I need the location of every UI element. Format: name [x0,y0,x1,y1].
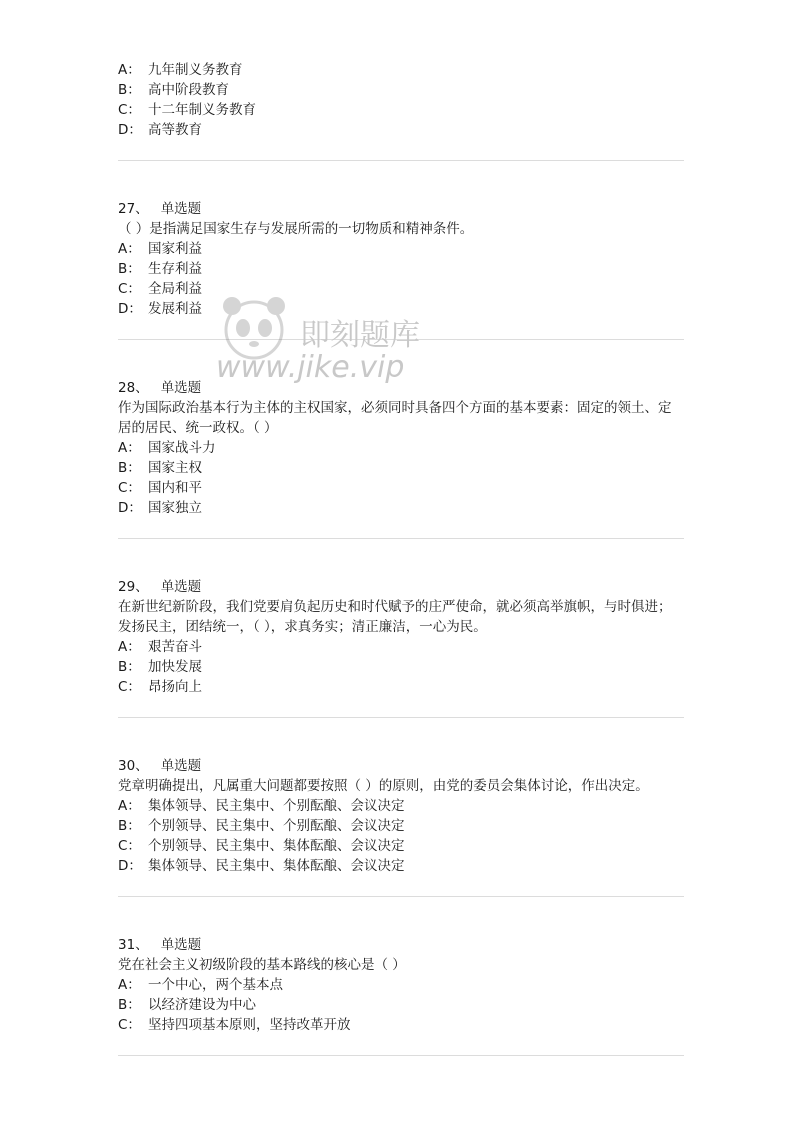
option-a: A： 国家战斗力 [118,440,216,456]
question-header: 31、 单选题 [118,937,202,953]
option-c: C： 全局利益 [118,281,202,297]
option-a: A： 一个中心，两个基本点 [118,977,283,993]
question-30 [118,756,684,876]
question-header: 30、 单选题 [118,758,202,774]
option: B： 高中阶段教育 [118,82,229,98]
option-a: A： 艰苦奋斗 [118,639,202,655]
question-header: 28、 单选题 [118,380,202,396]
option-b: B： 国家主权 [118,460,202,476]
question-stem: 党在社会主义初级阶段的基本路线的核心是（ ） [118,957,406,973]
prev-question-options [118,60,684,140]
option: C： 十二年制义务教育 [118,102,256,118]
question-header: 29、 单选题 [118,579,202,595]
option-d: D： 国家独立 [118,500,202,516]
option-d: D： 发展利益 [118,301,202,317]
divider [118,1055,684,1056]
option-a: A： 集体领导、民主集中、个别酝酿、会议决定 [118,798,405,814]
option: A： 九年制义务教育 [118,62,243,78]
option-b: B： 以经济建设为中心 [118,997,256,1013]
question-29 [118,577,684,697]
question-stem: 作为国际政治基本行为主体的主权国家，必须同时具备四个方面的基本要素：固定的领土、定居的居民、统一政权。（ ） [118,400,672,436]
question-stem: 党章明确提出，凡属重大问题都要按照（ ）的原则，由党的委员会集体讨论，作出决定。 [118,778,649,794]
exam-page [118,60,684,1056]
option-c: C： 坚持四项基本原则，坚持改革开放 [118,1017,351,1033]
option-b: B： 生存利益 [118,261,202,277]
option-d: D： 集体领导、民主集中、集体酝酿、会议决定 [118,858,405,874]
question-27 [118,199,684,319]
watermark-cn: 即刻题库 [300,318,420,353]
option-c: C： 国内和平 [118,480,202,496]
question-stem: （ ）是指满足国家生存与发展所需的一切物质和精神条件。 [118,221,474,237]
question-28 [118,378,684,518]
option-b: B： 加快发展 [118,659,202,675]
option-b: B： 个别领导、民主集中、个别酝酿、会议决定 [118,818,405,834]
option-a: A： 国家利益 [118,241,202,257]
option: D： 高等教育 [118,122,202,138]
question-header: 27、 单选题 [118,201,202,217]
option-c: C： 昂扬向上 [118,679,202,695]
watermark-url: www.jike.vip [216,350,405,385]
question-stem: 在新世纪新阶段，我们党要肩负起历史和时代赋予的庄严使命，就必须高举旗帜，与时俱进；发扬民主，团结统一，（ ），求真务实；清正廉洁，一心为民。 [118,599,672,635]
question-31 [118,935,684,1035]
option-c: C： 个别领导、民主集中、集体酝酿、会议决定 [118,838,405,854]
